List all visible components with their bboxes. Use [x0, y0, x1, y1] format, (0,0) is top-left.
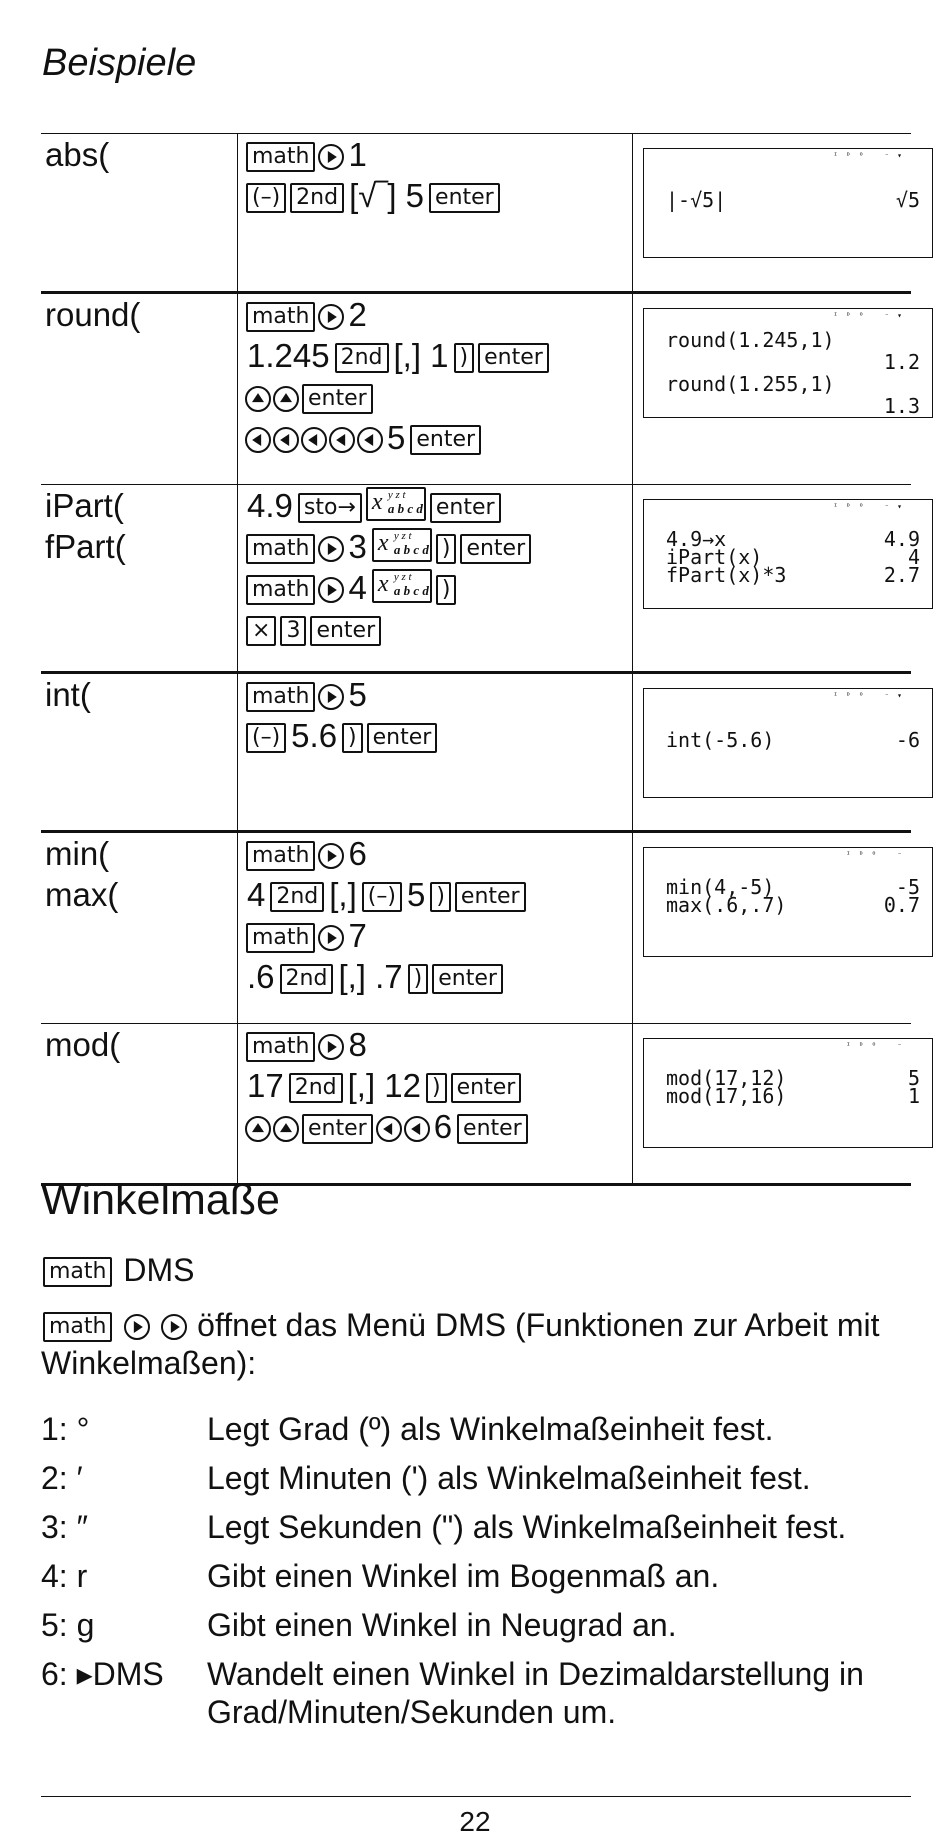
screen-input: round(1.245,1): [666, 328, 835, 352]
arrow-up-icon: [273, 386, 299, 412]
arrow-left-icon: [404, 1116, 430, 1142]
keystroke-line: [244, 526, 632, 567]
calculator-key: math: [246, 841, 315, 871]
status-indicators: ᴵᴰᴼ ⁻▾: [833, 311, 910, 320]
keystroke-line: [244, 915, 632, 956]
keystroke-text: [,]: [329, 876, 357, 913]
arrow-up-icon: [245, 386, 271, 412]
list-item: [41, 1557, 911, 1595]
keystroke-text: 5.6: [291, 717, 338, 754]
calculator-key: enter: [451, 1073, 522, 1103]
keystroke-line: [244, 134, 632, 175]
function-cell: [41, 1024, 238, 1185]
table-row: [41, 293, 911, 485]
screen-input: 4.9→x: [666, 527, 727, 551]
keystroke-text: 3: [348, 528, 367, 565]
arrow-left-icon: [245, 427, 271, 453]
screen-cell: [633, 293, 920, 485]
screen-result: 0.7: [883, 893, 920, 917]
arrow-right-icon: [318, 577, 344, 603]
keystroke-line: [244, 608, 632, 649]
menu-code: 2: ′: [41, 1460, 83, 1496]
calculator-key: ): [426, 1073, 447, 1103]
calculator-key: enter: [367, 723, 438, 753]
menu-code: 3: ″: [41, 1509, 88, 1545]
keystroke-text: .6: [247, 958, 275, 995]
screen-result: 4: [907, 545, 920, 569]
keystroke-text: 5: [348, 676, 367, 713]
calculator-key: (–): [246, 723, 286, 753]
x-key-sub: a b c d: [393, 542, 429, 557]
menu-description: Gibt einen Winkel in Neugrad an.: [207, 1607, 677, 1643]
keystroke-text: 6: [433, 1108, 453, 1145]
function-cell: [41, 293, 238, 485]
keystroke-cell: [238, 832, 633, 1024]
function-name: fPart(: [45, 528, 126, 565]
calculator-key: 2nd: [270, 882, 324, 912]
keystroke-line: [244, 956, 632, 997]
function-cell: [41, 673, 238, 832]
x-key-sup: y z t: [387, 489, 406, 501]
keystroke-line: [244, 294, 632, 335]
screen-line: [666, 563, 920, 587]
math-key: math: [43, 1312, 112, 1342]
keystroke-line: [244, 567, 632, 608]
calculator-key: math: [246, 923, 315, 953]
arrow-left-icon: [357, 427, 383, 453]
menu-description: Legt Minuten (') als Winkelmaßeinheit fest.: [207, 1460, 811, 1496]
calculator-key: math: [246, 534, 315, 564]
screen-lines: [666, 188, 920, 212]
menu-code: 1: °: [41, 1411, 90, 1447]
keystroke-line: [244, 1106, 632, 1147]
dms-label: DMS: [123, 1252, 195, 1288]
screen-cell: [633, 1024, 920, 1185]
keystroke-line: [244, 335, 632, 376]
arrow-left-icon: [376, 1116, 402, 1142]
arrow-left-icon: [329, 427, 355, 453]
arrow-right-icon: [318, 925, 344, 951]
keystroke-text: 4: [348, 569, 367, 606]
calculator-key: ): [408, 964, 429, 994]
keystroke-line: [244, 1065, 632, 1106]
keystroke-line: [244, 715, 632, 756]
calculator-key: enter: [410, 425, 481, 455]
screen-line: [666, 893, 920, 917]
calculator-key: enter: [302, 384, 373, 414]
keystroke-cell: [238, 673, 633, 832]
calculator-key: enter: [310, 616, 381, 646]
screen-cell: [633, 134, 920, 293]
menu-description: Wandelt einen Winkel in Dezimaldarstellung in Grad/Minuten/Sekunden um.: [207, 1656, 864, 1730]
function-cell: [41, 134, 238, 293]
table-row: [41, 134, 911, 293]
screen-result: 2.7: [883, 563, 920, 587]
screen-line: [666, 728, 920, 752]
screen-input: mod(17,12): [666, 1066, 787, 1090]
winkelmasse-title: Winkelmaße: [41, 1176, 280, 1224]
x-key-sup: y z t: [393, 571, 412, 583]
function-name: int(: [45, 676, 91, 713]
calculator-key: 2nd: [335, 343, 389, 373]
function-name: iPart(: [45, 487, 124, 524]
screen-line: [666, 373, 920, 395]
dms-key-line: [41, 1251, 911, 1289]
calculator-key: enter: [302, 1114, 373, 1144]
calculator-key: ): [342, 723, 363, 753]
keystroke-cell: [238, 1024, 633, 1185]
screen-line: [666, 188, 920, 212]
screen-lines: [666, 728, 920, 752]
screen-result: 1.3: [883, 394, 920, 418]
calculator-key: (–): [246, 183, 286, 213]
arrow-up-icon: [273, 1116, 299, 1142]
screen-input: max(.6,.7): [666, 893, 787, 917]
keystroke-text: 6: [348, 835, 367, 872]
calculator-screen: [643, 148, 933, 258]
table-row: [41, 832, 911, 1024]
arrow-left-icon: [301, 427, 327, 453]
function-name: max(: [45, 876, 119, 913]
calculator-key: math: [246, 682, 315, 712]
keystroke-text: 5: [406, 876, 426, 913]
screen-result: 4.9: [883, 527, 920, 551]
calculator-screen: [643, 308, 933, 418]
screen-cell: [633, 832, 920, 1024]
keystroke-text: 7: [348, 917, 367, 954]
status-indicators: ᴵᴰᴼ ⁻▾: [833, 151, 910, 160]
keystroke-text: 8: [348, 1026, 367, 1063]
calculator-key: enter: [429, 183, 500, 213]
menu-text: öffnet das Menü DMS (Funktionen zur Arbeit mit Winkelmaßen):: [41, 1307, 880, 1381]
function-name: abs(: [45, 136, 110, 173]
calculator-key: 3: [280, 616, 306, 646]
list-item: [41, 1410, 911, 1448]
list-item: [41, 1508, 911, 1546]
calculator-key: math: [246, 1032, 315, 1062]
dms-menu-description: [41, 1306, 911, 1382]
calculator-key: enter: [432, 964, 503, 994]
calculator-key: sto→: [298, 493, 362, 523]
calculator-screen: [643, 499, 933, 609]
screen-result: √5: [895, 188, 920, 212]
function-name: min(: [45, 835, 110, 872]
calculator-key: enter: [457, 1114, 528, 1144]
screen-input: round(1.255,1): [666, 372, 835, 396]
screen-cell: [633, 485, 920, 673]
screen-line: [666, 395, 920, 417]
calculator-key: ): [430, 882, 451, 912]
calculator-key: math: [246, 575, 315, 605]
x-key-label: x: [377, 571, 389, 597]
screen-lines: [666, 875, 920, 917]
keystroke-cell: [238, 134, 633, 293]
x-key-sub: a b c d: [387, 501, 423, 516]
keystroke-line: [244, 1024, 632, 1065]
calculator-key: math: [246, 302, 315, 332]
arrow-right-icon: [318, 684, 344, 710]
table-row: [41, 485, 911, 673]
arrow-right-icon: [124, 1314, 150, 1340]
keystroke-cell: [238, 485, 633, 673]
arrow-left-icon: [273, 427, 299, 453]
screen-line: [666, 1084, 920, 1108]
keystroke-text: [,] 1: [393, 337, 449, 374]
list-item: [41, 1606, 911, 1644]
dms-menu-list: [41, 1410, 911, 1742]
list-item: [41, 1459, 911, 1497]
keystroke-text: 1: [348, 136, 367, 173]
calculator-screen: [643, 1038, 933, 1148]
function-cell: [41, 832, 238, 1024]
calculator-key: math: [246, 142, 315, 172]
x-key-label: x: [377, 530, 389, 556]
calculator-key: ×: [246, 616, 276, 646]
keystroke-line: [244, 833, 632, 874]
arrow-right-icon: [318, 843, 344, 869]
function-name: round(: [45, 296, 141, 333]
calculator-key: 2nd: [280, 964, 334, 994]
screen-lines: [666, 527, 920, 587]
menu-description: Legt Sekunden (") als Winkelmaßeinheit fest.: [207, 1509, 847, 1545]
screen-result: 1: [907, 1084, 920, 1108]
calculator-key: (–): [362, 882, 402, 912]
screen-result: -6: [895, 728, 920, 752]
calculator-screen: [643, 688, 933, 798]
status-indicators: ᴵᴰᴼ ⁻: [845, 850, 910, 859]
calculator-key: ): [436, 575, 457, 605]
calculator-key: enter: [460, 534, 531, 564]
screen-line: [666, 329, 920, 351]
arrow-right-icon: [318, 144, 344, 170]
menu-code: 5: g: [41, 1607, 95, 1643]
screen-result: 5: [907, 1066, 920, 1090]
arrow-right-icon: [318, 304, 344, 330]
status-indicators: ᴵᴰᴼ ⁻: [845, 1041, 910, 1050]
calculator-key: 2nd: [290, 183, 344, 213]
screen-input: mod(17,16): [666, 1084, 787, 1108]
table-row: [41, 673, 911, 832]
keystroke-line: [244, 376, 632, 417]
screen-input: fPart(x)*3: [666, 563, 787, 587]
screen-lines: [666, 1066, 920, 1108]
keystroke-cell: [238, 293, 633, 485]
screen-input: |-√5|: [666, 188, 727, 212]
keystroke-text: 2: [348, 296, 367, 333]
keystroke-line: [244, 417, 632, 458]
keystroke-text: [,] 12: [347, 1067, 422, 1104]
keystroke-text: 1.245: [247, 337, 330, 374]
status-indicators: ᴵᴰᴼ ⁻▾: [833, 502, 910, 511]
section-heading: Beispiele: [42, 42, 197, 84]
arrow-right-icon: [318, 536, 344, 562]
screen-result: 1.2: [883, 350, 920, 374]
list-item: [41, 1655, 911, 1731]
keystroke-text: 5: [387, 419, 406, 456]
x-key-label: x: [371, 489, 383, 515]
keystroke-line: [244, 674, 632, 715]
x-variable-key: [366, 487, 426, 521]
x-key-sup: y z t: [393, 530, 412, 542]
keystroke-line: [244, 175, 632, 216]
keystroke-line: [244, 485, 632, 526]
table-row: [41, 1024, 911, 1185]
calculator-key: enter: [430, 493, 501, 523]
screen-lines: [666, 329, 920, 417]
math-key: math: [43, 1257, 112, 1287]
menu-description: Legt Grad (º) als Winkelmaßeinheit fest.: [207, 1411, 774, 1447]
page-number: 22: [459, 1806, 491, 1837]
x-key-sub: a b c d: [393, 583, 429, 598]
screen-cell: [633, 673, 920, 832]
calculator-key: enter: [478, 343, 549, 373]
screen-line: [666, 351, 920, 373]
keystroke-text: 4.9: [247, 487, 293, 524]
screen-result: -5: [895, 875, 920, 899]
arrow-right-icon: [161, 1314, 187, 1340]
keystroke-text: 4: [247, 876, 266, 913]
arrow-right-icon: [318, 1034, 344, 1060]
keystroke-text: 17: [247, 1067, 284, 1104]
function-name: mod(: [45, 1026, 121, 1063]
keystroke-text: [√‾] 5: [349, 177, 425, 214]
menu-code: 6: ▸DMS: [41, 1656, 164, 1692]
calculator-key: ): [454, 343, 475, 373]
footer-rule: [41, 1796, 911, 1797]
screen-input: min(4,-5): [666, 875, 775, 899]
calculator-key: ): [436, 534, 457, 564]
screen-input: iPart(x): [666, 545, 763, 569]
calculator-screen: [643, 847, 933, 957]
x-variable-key: [372, 528, 432, 562]
status-indicators: ᴵᴰᴼ ⁻▾: [833, 691, 910, 700]
keystroke-line: [244, 874, 632, 915]
menu-description: Gibt einen Winkel im Bogenmaß an.: [207, 1558, 720, 1594]
arrow-up-icon: [245, 1116, 271, 1142]
examples-table: [41, 133, 920, 1186]
function-cell: [41, 485, 238, 673]
menu-code: 4: r: [41, 1558, 88, 1594]
screen-input: int(-5.6): [666, 728, 775, 752]
calculator-key: enter: [455, 882, 526, 912]
keystroke-text: [,] .7: [338, 958, 403, 995]
calculator-key: 2nd: [289, 1073, 343, 1103]
x-variable-key: [372, 569, 432, 603]
